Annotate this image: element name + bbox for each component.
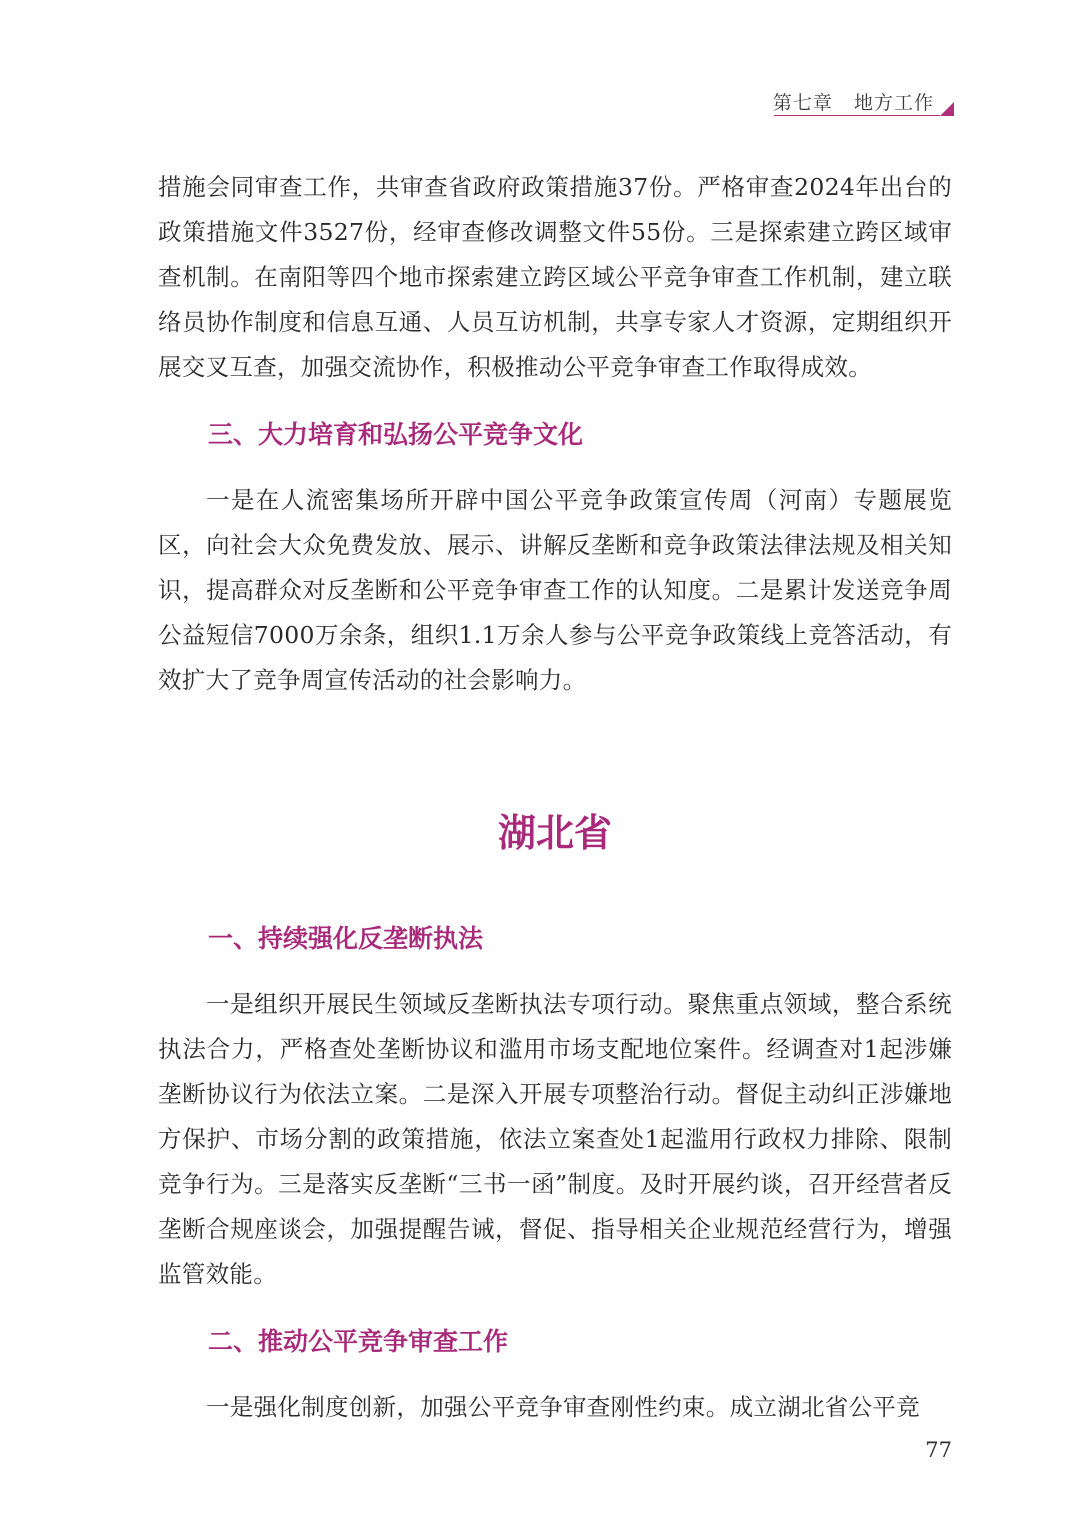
section-heading-2: 二、推动公平竞争审查工作 [208,1327,509,1356]
header-rule [774,115,940,116]
paragraph-culture: 一是在人流密集场所开辟中国公平竞争政策宣传周（河南）专题展览区，向社会大众免费发放、展示、讲解反垄断和竞争政策法律法规及相关知识，提高群众对反垄断和公平竞争审查工作的认知度。二是累计发送竞争周公益短信7000万余条，组织1.1万余人参与公平竞争政策线上竞答活动，有效扩大了竞争周宣传活动的社会影响力。 [158,486,952,694]
page-body [158,165,952,1430]
page-number: 77 [925,1438,952,1462]
section-heading-1: 一、持续强化反垄断执法 [208,924,484,953]
running-header-text [773,88,934,115]
chapter-label: 第七章 [772,92,833,114]
corner-triangle-icon [940,102,954,116]
province-title: 湖北省 [497,811,612,855]
section-heading-3: 三、大力培育和弘扬公平竞争文化 [208,420,584,449]
running-header [774,86,954,116]
paragraph-continued: 措施会同审查工作，共审查省政府政策措施37份。严格审查2024年出台的政策措施文件3527份，经审查修改调整文件55份。三是探索建立跨区域审查机制。在南阳等四个地市探索建立跨区域公平竞争审查工作机制，建立联络员协作制度和信息互通、人员互访机制，共享专家人才资源，定期组织开展交叉互查，加强交流协作，积极推动公平竞争审查工作取得成效。 [158,173,952,381]
chapter-title: 地方工作 [853,92,934,114]
paragraph-antitrust: 一是组织开展民生领域反垄断执法专项行动。聚焦重点领域，整合系统执法合力，严格查处垄断协议和滥用市场支配地位案件。经调查对1起涉嫌垄断协议行为依法立案。二是深入开展专项整治行动。督促主动纠正涉嫌地方保护、市场分割的政策措施，依法立案查处1起滥用行政权力排除、限制竞争行为。三是落实反垄断“三书一函”制度。及时开展约谈，召开经营者反垄断合规座谈会，加强提醒告诫，督促、指导相关企业规范经营行为，增强监管效能。 [158,990,952,1288]
paragraph-review: 一是强化制度创新，加强公平竞争审查刚性约束。成立湖北省公平竞 [206,1393,920,1421]
